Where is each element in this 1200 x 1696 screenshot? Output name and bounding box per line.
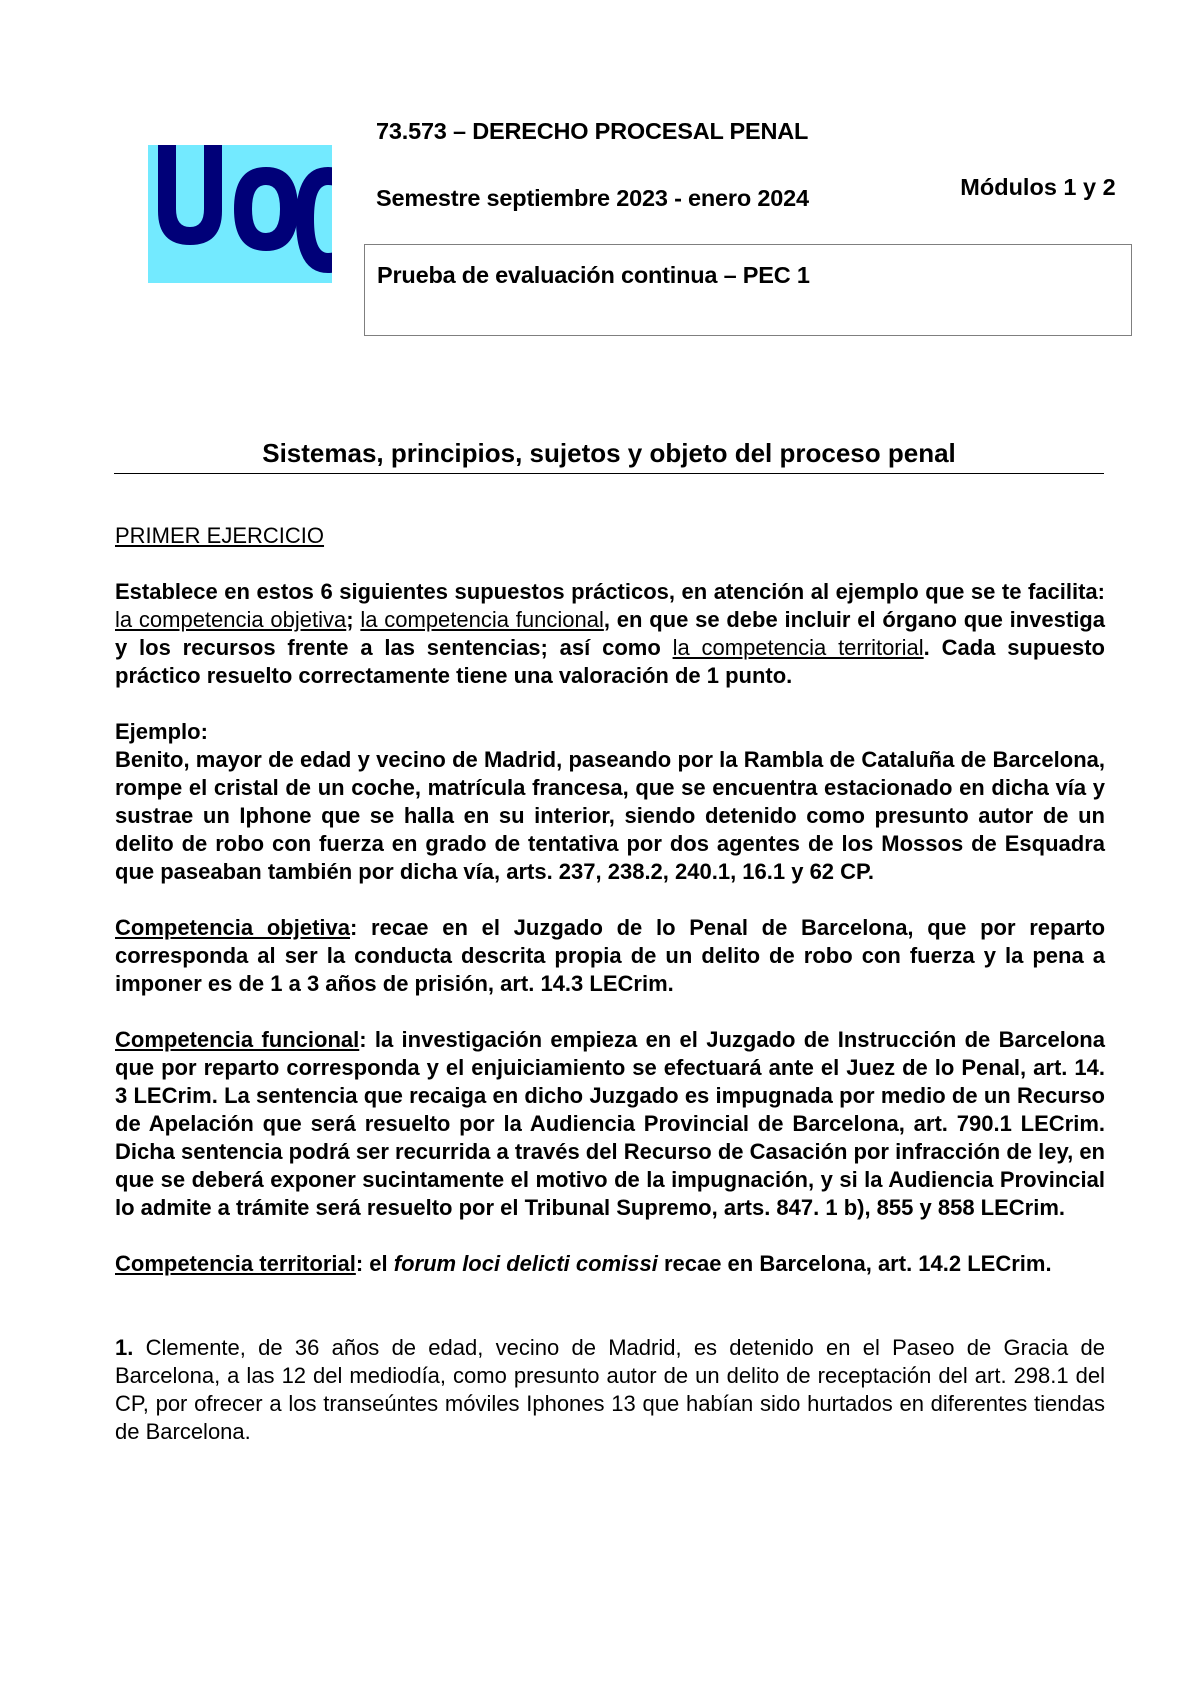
example-label: Ejemplo: [115,719,208,744]
intro-paragraph [115,578,1105,690]
territorial-paragraph [115,1250,1105,1278]
intro-underline-objetiva: la competencia objetiva [115,607,347,632]
funcional-paragraph [115,1026,1105,1222]
exercise-content [115,522,1105,1474]
territorial-pre: : el [355,1251,394,1276]
case-1-paragraph [115,1334,1105,1446]
uoc-logo-mark [148,145,332,283]
objetiva-label: Competencia objetiva [115,915,350,940]
modules-label: Módulos 1 y 2 [960,174,1116,200]
intro-text-4: . Cada supuesto práctico resuelto correctamente tiene una valoración de 1 punto. [115,635,1105,688]
intro-text-2: ; [346,607,361,632]
territorial-label: Competencia territorial [115,1251,356,1276]
uoc-logo [148,145,332,283]
intro-text-3: , en que se debe incluir el órgano que investiga y los recursos frente a las sentencias; así como [115,607,1105,660]
objetiva-paragraph [115,914,1105,998]
exercise-heading-text: PRIMER EJERCICIO [115,523,325,548]
pec-title: Prueba de evaluación continua – PEC 1 [377,262,810,288]
exercise-heading [115,522,1105,550]
case-1-number: 1. [115,1335,134,1360]
pec-box [364,244,1132,336]
objetiva-text: : recae en el Juzgado de lo Penal de Barcelona, que por reparto corresponda al ser la conducta descrita propia de un delito de robo con fuerza y la pena a imponer es de 1 a 3 años de prisión, art. 14.3 LECrim. [115,915,1106,996]
example-text: Benito, mayor de edad y vecino de Madrid, paseando por la Rambla de Cataluña de Barcelona, rompe el cristal de un coche, matrícula francesa, que se encuentra estacionado en dicha vía y sustrae un Iphone que se halla en su interior, siendo detenido como presunto autor de un delito de robo con fuerza en grado de tentativa por dos agentes de los Mossos de Esquadra que paseaban también por dicha vía, arts. 237, 238.2, 240.1, 16.1 y 62 CP. [115,747,1105,884]
intro-underline-territorial: la competencia territorial [672,635,924,660]
case-1-text: Clemente, de 36 años de edad, vecino de Madrid, es detenido en el Paseo de Gracia de Barcelona, a las 12 del mediodía, como presunto autor de un delito de receptación del art. 298.1 del CP, por ofrecer a los transeúntes móviles Iphones 13 que habían sido hurtados en diferentes tiendas de Barcelona. [115,1335,1105,1444]
intro-underline-funcional: la competencia funcional [360,607,604,632]
main-title: Sistemas, principios, sujetos y objeto del proceso penal [114,438,1104,474]
intro-text-1: Establece en estos 6 siguientes supuestos prácticos, en atención al ejemplo que se te facilita: [115,579,1105,604]
funcional-label: Competencia funcional [115,1027,360,1052]
territorial-post: recae en Barcelona, art. 14.2 LECrim. [657,1251,1052,1276]
course-title: 73.573 – DERECHO PROCESAL PENAL [376,118,809,144]
territorial-italic: forum loci delicti comissi [393,1251,658,1276]
semester-label: Semestre septiembre 2023 - enero 2024 [376,185,809,211]
funcional-text: : la investigación empieza en el Juzgado de Instrucción de Barcelona que por reparto corresponda y el enjuiciamiento se efectuará ante el Juez de lo Penal, art. 14. 3 LECrim. La sentencia que recaiga en dicho Juzgado es impugnada por medio de un Recurso de Apelación que será resuelto por la Audiencia Provincial de Barcelona, art. 790.1 LECrim. Dicha sentencia podrá ser recurrida a través del Recurso de Casación por infracción de ley, en que se deberá exponer sucintamente el motivo de la impugnación, y si la Audiencia Provincial lo admite a trámite será resuelto por el Tribunal Supremo, arts. 847. 1 b), 855 y 858 LECrim. [115,1027,1105,1220]
